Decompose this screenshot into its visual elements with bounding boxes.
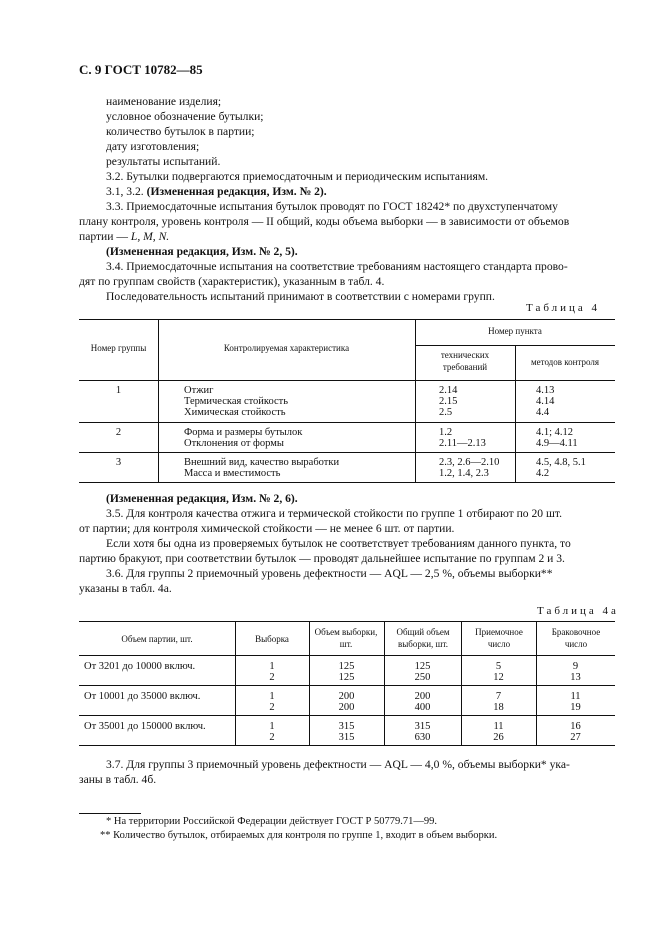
table-cell-method: 4.2: [536, 468, 550, 479]
th-sample: Выборка: [255, 634, 289, 644]
table-cell: 250: [414, 672, 431, 683]
table-cell: 1: [269, 721, 275, 732]
table-cell: 19: [570, 702, 581, 713]
table-cell-req: 2.14: [439, 385, 458, 396]
table-cell-lot: От 3201 до 10000 включ.: [84, 661, 196, 672]
table-cell: 630: [414, 732, 431, 743]
paragraph-3-3-line: плану контроля, уровень контроля — II общий, коды объема выборки — в зависимости от объемов: [79, 215, 570, 228]
revision-note-text: (Измененная редакция, Изм. № 2, 6).: [106, 492, 298, 505]
table-cell-group: 3: [115, 457, 122, 468]
table-cell: 200: [338, 702, 355, 713]
table-cell: 5: [495, 661, 502, 672]
paragraph-sequence: Последовательность испытаний принимают в соответствии с номерами групп.: [106, 290, 495, 303]
table-cell-req: 2.15: [439, 396, 458, 407]
paragraph-3-1-3-2: [106, 185, 327, 199]
paragraph-3-7-line: 3.7. Для группы 3 приемочный уровень дефектности — AQL — 4,0 %, объемы выборки* ука-: [106, 758, 570, 771]
table-cell: 1: [269, 691, 275, 702]
revision-note-text: (Измененная редакция, Изм. № 2, 5).: [106, 245, 298, 258]
text: партии —: [79, 230, 131, 243]
table-cell: 315: [414, 721, 431, 732]
paragraph-3-2: 3.2. Бутылки подвергаются приемосдаточным и периодическим испытаниям.: [106, 170, 489, 183]
table-cell: 315: [338, 721, 355, 732]
table-cell-char: Форма и размеры бутылок: [184, 427, 303, 438]
revision-note: [106, 492, 298, 506]
table-cell-req: 2.5: [439, 407, 453, 418]
table-cell-req: 2.11—2.13: [439, 438, 486, 449]
table-cell-req: 1.2: [439, 427, 453, 438]
table-rule: [415, 319, 416, 482]
paragraph-3-5b-line: партию бракуют, при соответствии бутылок — проводят дальнейшее испытание по группам 2 и 3.: [79, 552, 565, 565]
table-cell: 11: [493, 721, 504, 732]
paragraph-3-4-line: дят по группам свойств (характеристик), указанным в табл. 4.: [79, 275, 385, 288]
table-cell-method: 4.14: [536, 396, 555, 407]
table-rule: [79, 685, 615, 686]
revision-note: (Измененная редакция, Изм. № 2).: [146, 185, 327, 198]
table-4a-caption: Таблица 4а: [537, 605, 619, 617]
th-sample-size: Объем выборки, шт.: [314, 627, 378, 649]
paragraph-3-5-line: 3.5. Для контроля качества отжига и термической стойкости по группе 1 отбирают по 20 шт.: [106, 507, 562, 520]
table-cell-group: 2: [115, 427, 122, 438]
list-item: результаты испытаний.: [106, 155, 221, 168]
revision-note: [106, 245, 298, 259]
table-rule: [79, 715, 615, 716]
table-cell: 400: [414, 702, 431, 713]
table-cell: 27: [570, 732, 581, 743]
table-4-caption: Таблица 4: [526, 302, 601, 314]
table-cell: 16: [570, 721, 581, 732]
table-rule: [79, 319, 615, 320]
table-cell: 125: [338, 661, 355, 672]
table-rule: [79, 380, 615, 381]
table-cell: 2: [269, 672, 275, 683]
table-cell-lot: От 35001 до 150000 включ.: [84, 721, 206, 732]
table-cell-method: 4.4: [536, 407, 550, 418]
paragraph-3-6-line: 3.6. Для группы 2 приемочный уровень дефектности — AQL — 2,5 %, объемы выборки**: [106, 567, 553, 580]
table-cell-method: 4.1; 4.12: [536, 427, 574, 438]
th-reject: Браковочное число: [551, 627, 601, 649]
table-cell-char: Термическая стойкость: [184, 396, 289, 407]
table-cell: 2: [269, 702, 275, 713]
table-cell-method: 4.5, 4.8, 5.1: [536, 457, 586, 468]
table-rule: [79, 422, 615, 423]
footnote-1: * На территории Российской Федерации действует ГОСТ Р 50779.71—99.: [106, 816, 437, 827]
table-cell: 18: [493, 702, 504, 713]
table-cell: 11: [570, 691, 581, 702]
table-cell: 7: [495, 691, 502, 702]
th-group: Номер группы: [90, 343, 147, 353]
table-cell: 26: [493, 732, 504, 743]
table-rule: [79, 452, 615, 453]
list-item: дату изготовления;: [106, 140, 200, 153]
table-cell-char: Химическая стойкость: [184, 407, 286, 418]
list-item: количество бутылок в партии;: [106, 125, 255, 138]
table-cell: 13: [570, 672, 581, 683]
table-cell: 12: [493, 672, 504, 683]
th-accept: Приемочное число: [475, 627, 523, 649]
paragraph-3-5-line: от партии; для контроля химической стойкости — не менее 6 шт. от партии.: [79, 522, 455, 535]
th-requirements: технических требований: [440, 350, 490, 372]
paragraph-3-3-line: [79, 230, 169, 244]
table-cell: 1: [269, 661, 275, 672]
code-letters: L, M, N.: [130, 230, 170, 243]
paragraph-3-5b-line: Если хотя бы одна из проверяемых бутылок не соответствует требованиям данного пункта, то: [106, 537, 571, 550]
footnote-rule: [79, 813, 141, 814]
clause-ref: 3.1, 3.2.: [106, 185, 147, 198]
table-cell-char: Отжиг: [184, 385, 214, 396]
table-rule: [79, 482, 615, 483]
table-cell-req: 2.3, 2.6—2.10: [439, 457, 500, 468]
table-cell: 315: [338, 732, 355, 743]
table-cell: 200: [414, 691, 431, 702]
table-rule: [79, 621, 615, 622]
list-item: наименование изделия;: [106, 95, 222, 108]
table-cell: 200: [338, 691, 355, 702]
footnote-2: ** Количество бутылок, отбираемых для контроля по группе 1, входит в объем выборки.: [100, 830, 498, 841]
table-cell: 2: [269, 732, 275, 743]
th-point: Номер пункта: [488, 326, 542, 336]
th-characteristic: Контролируемая характеристика: [223, 343, 350, 353]
table-cell: 125: [338, 672, 355, 683]
table-cell-char: Масса и вместимость: [184, 468, 281, 479]
table-cell-char: Отклонения от формы: [184, 438, 284, 449]
table-cell-req: 1.2, 1.4, 2.3: [439, 468, 489, 479]
table-cell-lot: От 10001 до 35000 включ.: [84, 691, 201, 702]
page-header: С. 9 ГОСТ 10782—85: [79, 62, 203, 77]
table-cell-char: Внешний вид, качество выработки: [184, 457, 340, 468]
table-cell-method: 4.9—4.11: [536, 438, 578, 449]
paragraph-3-3-line: 3.3. Приемосдаточные испытания бутылок проводят по ГОСТ 18242* по двухступенчатому: [106, 200, 558, 213]
table-cell-method: 4.13: [536, 385, 555, 396]
table-cell-group: 1: [115, 385, 122, 396]
list-item: условное обозначение бутылки;: [106, 110, 264, 123]
th-total-sample: Общий объем выборки, шт.: [396, 627, 450, 649]
table-rule: [79, 745, 615, 746]
paragraph-3-7-line: заны в табл. 4б.: [79, 773, 157, 786]
paragraph-3-4-line: 3.4. Приемосдаточные испытания на соответствие требованиям настоящего стандарта прово-: [106, 260, 568, 273]
table-cell: 125: [414, 661, 431, 672]
paragraph-3-6-line: указаны в табл. 4а.: [79, 582, 172, 595]
th-methods: методов контроля: [530, 357, 600, 367]
table-cell: 9: [572, 661, 579, 672]
table-rule: [79, 655, 615, 656]
th-lot-size: Объем партии, шт.: [121, 634, 193, 644]
